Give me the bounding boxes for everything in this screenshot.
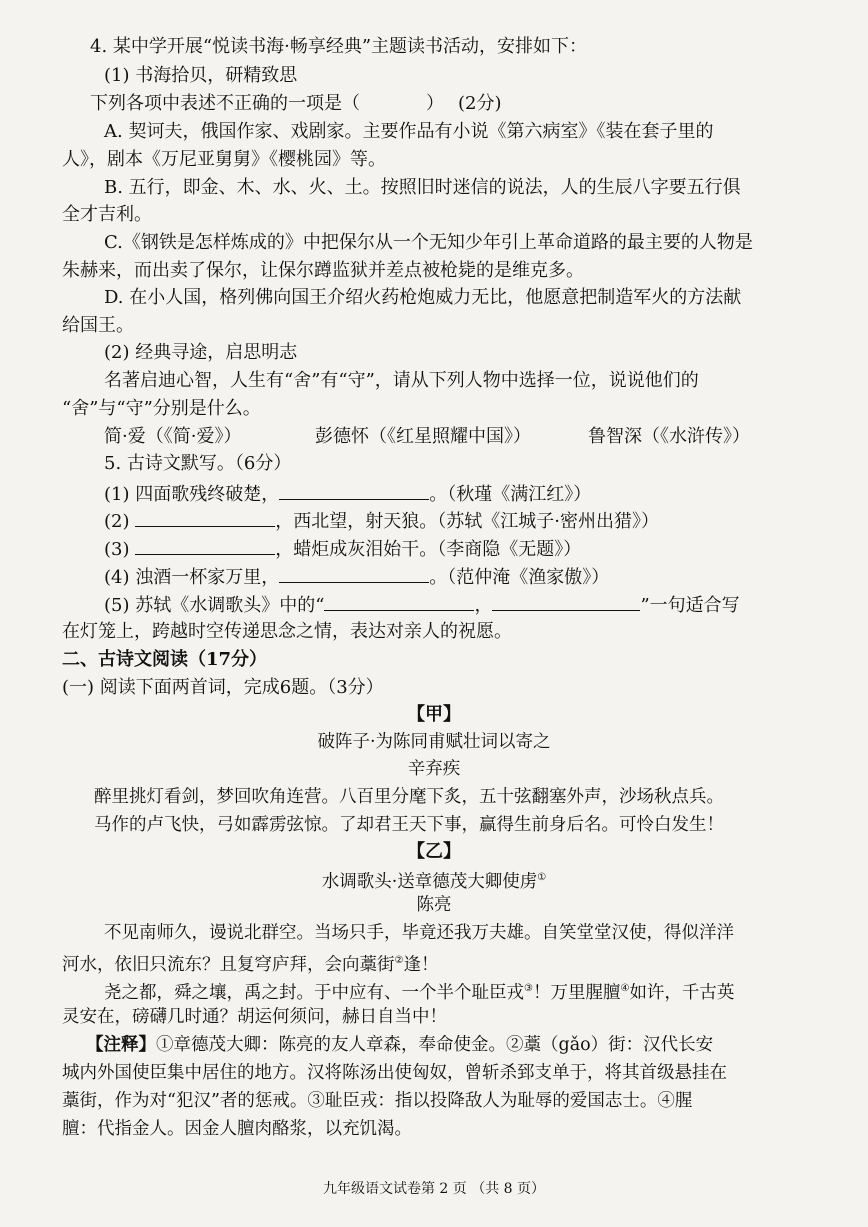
option-b-line1: B. 五行，即金、木、水、火、土。按照旧时迷信的说法，人的生辰八字要五行俱 — [104, 177, 741, 198]
answer-blank[interactable] — [324, 592, 474, 611]
option-d-line2: 给国王。 — [62, 315, 134, 336]
q4-part1-question — [90, 92, 502, 116]
section2-sub1: (一) 阅读下面两首词，完成6题。（3分） — [62, 677, 384, 698]
item-number: (3) — [104, 539, 130, 560]
poem-yi-p1-line2 — [62, 949, 438, 977]
poem-jia-mark: 【甲】 — [407, 704, 461, 725]
q5-line5-cont: 在灯笼上，跨越时空传递思念之情，表达对亲人的祝愿。 — [62, 621, 512, 642]
notes-line3: 藁街，作为对“犯汉”者的惩戒。③耻臣戎：指以投降敌人为耻辱的爱国志士。④腥 — [62, 1091, 693, 1111]
item-number: (4) — [104, 567, 130, 588]
option-a-line1: A. 契诃夫，俄国作家、戏剧家。主要作品有小说《第六病室》《装在套子里的 — [104, 121, 714, 142]
poem-yi-mark: 【乙】 — [407, 841, 461, 862]
item-text: 苏轼《水调歌头》中的“ — [135, 595, 325, 616]
poem-jia-line2: 马作的卢飞快，弓如霹雳弦惊。了却君王天下事，赢得生前身后名。可怜白发生！ — [94, 815, 724, 835]
footnote-marker: ③ — [524, 983, 533, 994]
notes-line2: 城内外国使臣集中居住的地方。汉将陈汤出使匈奴，曾斩杀郅支单于，将其首级悬挂在 — [62, 1063, 727, 1083]
option-c-line2: 朱赫来，而出卖了保尔，让保尔蹲监狱并差点被枪毙的是维克多。 — [62, 260, 584, 281]
item-text-end: ”一句适合写 — [640, 595, 740, 616]
footnote-marker: ④ — [620, 983, 630, 994]
answer-blank[interactable] — [279, 481, 429, 500]
poem-jia-title: 破阵子·为陈同甫赋壮词以寄之 — [317, 732, 551, 752]
answer-blank[interactable] — [135, 536, 275, 555]
poem-title-text: 水调歌头·送章德茂大卿使虏 — [321, 871, 538, 892]
poem-text: 尧之都，舜之壤，禹之封。于中应有、一个半个耻臣戎 — [104, 982, 524, 1003]
item-comma: ， — [474, 595, 493, 616]
question-text: 下列各项中表述不正确的一项是（ — [90, 93, 360, 114]
footnote-marker: ① — [537, 872, 547, 883]
item-number: (5) — [104, 595, 130, 616]
footnote-marker: ② — [394, 955, 404, 966]
poem-jia-line1: 醉里挑灯看剑，梦回吹角连营。八百里分麾下炙，五十弦翻塞外声，沙场秋点兵。 — [94, 787, 724, 807]
option-c-line1: C.《钢铁是怎样炼成的》中把保尔从一个无知少年引上革命道路的最主要的人物是 — [104, 232, 753, 253]
item-source: 。（范仲淹《渔家傲》） — [429, 567, 610, 588]
option-b-line2: 全才吉利。 — [62, 204, 152, 225]
answer-blank[interactable] — [279, 564, 429, 583]
question-end: ） — [426, 93, 444, 114]
option-a-line2: 人》，剧本《万尼亚舅舅》《樱桃园》等。 — [62, 149, 386, 170]
item-number: (1) — [104, 484, 130, 505]
answer-blank[interactable] — [492, 592, 640, 611]
section2-title: 二、古诗文阅读（17分） — [62, 649, 268, 670]
poem-text: 逢！ — [403, 954, 439, 975]
q4-part2-text2: “舍”与“守”分别是什么。 — [62, 398, 261, 419]
option-d-line1: D. 在小人国，格列佛向国王介绍火药枪炮威力无比，他愿意把制造军火的方法献 — [104, 287, 742, 308]
q4-part2-text1: 名著启迪心智，人生有“舍”有“守”，请从下列人物中选择一位，说说他们的 — [104, 370, 699, 391]
notes-text: ①章德茂大卿：陈亮的友人章森，奉命使金。②藁（gǎo）街：汉代长安 — [156, 1035, 714, 1055]
q4-part2-title: (2) 经典寻途，启思明志 — [104, 342, 298, 363]
q5-line2 — [104, 508, 659, 534]
item-text: 四面歌残终破楚， — [135, 484, 280, 505]
poem-text: ！万里腥膻 — [532, 982, 621, 1003]
page-footer: 九年级语文试卷第 2 页 （共 8 页） — [322, 1181, 546, 1197]
poem-yi-p2-line2: 灵安在，磅礴几时通？胡运何须问，赫日自当中！ — [62, 1007, 447, 1027]
item-text: 浊酒一杯家万里， — [135, 567, 280, 588]
poem-yi-p1-line1: 不见南师久，谩说北群空。当场只手，毕竟还我万夫雄。自笑堂堂汉使，得似洋洋 — [104, 923, 734, 943]
q5-line1 — [104, 481, 591, 507]
poem-yi-p2-line1 — [104, 977, 734, 1005]
notes-line1 — [86, 1033, 713, 1057]
item-text: ，蜡炬成灰泪始干。（李商隐《无题》） — [275, 539, 582, 560]
character-peng-dehuai: 彭德怀（《红星照耀中国》） — [315, 426, 531, 447]
poem-jia-author: 辛弃疾 — [407, 759, 461, 779]
character-lu-zhishen: 鲁智深（《水浒传》） — [588, 426, 750, 447]
notes-label: 【注释】 — [86, 1035, 156, 1055]
character-jane-eyre: 简·爱（《简·爱》） — [104, 426, 242, 447]
poem-text: 河水，依旧只流东？且复穹庐拜，会向藁街 — [62, 954, 395, 975]
item-number: (2) — [104, 511, 130, 532]
q5-stem: 5. 古诗文默写。（6分） — [104, 453, 292, 474]
q4-part1-title: (1) 书海拾贝，研精致思 — [104, 65, 298, 86]
q4-stem: 4. 某中学开展“悦读书海·畅享经典”主题读书活动，安排如下： — [90, 36, 588, 57]
q5-line4 — [104, 564, 609, 590]
score: (2分) — [458, 93, 502, 114]
poem-text: 如许，千古英 — [629, 982, 735, 1003]
item-text: ，西北望，射天狼。（苏轼《江城子·密州出猎》） — [275, 511, 659, 532]
answer-blank[interactable] — [135, 508, 275, 527]
notes-line4: 膻：代指金人。因金人膻肉酪浆，以充饥渴。 — [62, 1119, 412, 1139]
item-source: 。（秋瑾《满江红》） — [429, 484, 592, 505]
q5-line5 — [104, 592, 740, 618]
q5-line3 — [104, 536, 581, 562]
poem-yi-title — [0, 866, 868, 894]
poem-yi-author: 陈亮 — [416, 895, 452, 915]
